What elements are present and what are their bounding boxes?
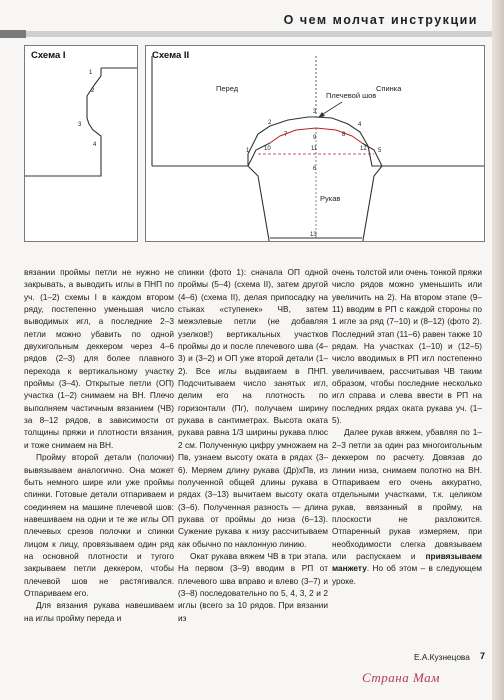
point-10: 10 [264, 146, 271, 152]
back-label: Спинка [376, 84, 402, 93]
header-rule [0, 31, 492, 37]
section-header [0, 0, 492, 38]
watermark: Страна Мам [362, 670, 440, 685]
point-9: 9 [313, 135, 317, 141]
scheme-1-title: Схема I [31, 50, 66, 61]
paragraph: Окат рукава вяжем ЧВ в три этапа. На первом (3–9) вводим в РП от плечевого шва вправо и влево (3–7) и (3–8) последовательно по 5, 4, 3, 2 и 2 иглы (всего за 10 рядов. При вязании из [178, 550, 328, 623]
scheme-2-title: Схема II [152, 50, 190, 61]
paragraph: Пройму второй детали (полочки) вывязываем аналогично. Она может быть немного шире или уже проймы спинки. Готовые детали отпариваем и соединяем на машине плечевой шов: навешиваем на одни и те же иглы ОП плечевых срезов полочки и спинки лицом к лицу, провязываем один ряд на основной плотности и тугого закрываем петли деккером, чтобы плечевой шов не растягивался. Отпариваем его. [24, 452, 174, 598]
page-number: 7 [480, 651, 486, 661]
bold-phrase: привязываем манжету [332, 550, 482, 574]
text-column-1 [24, 266, 174, 624]
shoulder-seam-label: Плечевой шов [326, 91, 377, 100]
scheme-1-point-3: 3 [78, 122, 82, 128]
scheme-1 [24, 45, 138, 242]
author-signature: Е.А.Кузнецова [414, 652, 470, 662]
paragraph: очень толстой или очень тонкой пряжи число рядов можно уменьшить или увеличить на 2). На втором этапе (9–11) вводим в РП с каждой стороны по 1 игле за ряд (7–10) и (8–12) (фото 2). Последний этап (11–6) равен также 10 рядам. На участках (1–10) и (12–5) число вводимых в РП игл постепенно увеличиваем, рассчитывая ЧВ таким образом, чтобы последние несколько игл справа и слева ввести в РП на последних рядах оката рукава уч. (1–5). [332, 267, 482, 426]
section-title: О чем молчат инструкции [283, 13, 478, 27]
point-13: 13 [310, 232, 317, 238]
point-1: 1 [246, 148, 250, 154]
scheme-1-diagram [25, 46, 137, 241]
point-12: 12 [360, 146, 367, 152]
scheme-2-diagram [146, 46, 484, 241]
paragraph: спинки (фото 1): сначала ОП одной проймы (5–4) (схема II), затем другой (4–6) (схема II), делая припосадку на стыках «ступенек» ЧВ, затем межэлевые петли (не добавляя узелков!) вертикальных участков проймы до и после плечевого шва (4–3) и (3–2) и ОП уже второй детали (1–2). Все иглы выдвигаем в ПНП. Подсчитываем число занятых игл, делим его на плотность по горизонтали (Пг), получаем ширину рукава в сантиметрах. Высота оката рукава равна 1/3 ширины рукава плюс 2 см. Полученную цифру умножаем на Пв, узнаем высоту оката в рядах (3–6). Меряем длину рукава (Др)хПв, из полученной общей длины рукава в рядах (3–13) вычитаем высоту оката (3–6). Полученная разность — длина рукава от проймы до низа (6–13). Сужение рукава к низу рассчитываем как обычно по наклонную линию. [178, 267, 328, 549]
point-8: 8 [342, 132, 346, 138]
header-tab [0, 30, 26, 38]
front-label: Перед [216, 84, 239, 93]
text-column-2 [178, 266, 328, 624]
scheme-1-point-2: 2 [91, 88, 95, 94]
paragraph-text-end: . Но об этом – в следующем уроке. [332, 563, 482, 586]
paragraph: Для вязания рукава навешиваем на иглы пройму переда и [24, 600, 174, 623]
point-6: 6 [313, 166, 317, 172]
paragraph: вязании проймы петли не нужно не закрывать, а выводить иглы в ПНП по уч. (1–2) схемы I в каждом втором ряду, постепенно уменьшая число выводимых игл, а последние 2–3 петли можно убавить по одной двухигольным деккером через 4–6 рядов (2–3) для более плавного перехода к вертикальному участку проймы (3–4). Открытые петли (ОП) участка (1–2) снимаем на ВН. Плечо выполняем частичным вязанием (ЧВ) за 8–12 рядов, в зависимости от толщины пряжи и плотности вязания, и тоже снимаем на ВН. [24, 267, 174, 450]
scheme-1-point-1: 1 [89, 70, 93, 76]
point-7: 7 [284, 132, 288, 138]
text-column-3 [332, 266, 482, 587]
scheme-1-point-4: 4 [93, 142, 97, 148]
paragraph-text: Далее рукав вяжем, убавляя по 1–2–3 петли за один раз многоигольным деккером по расчету. Довязав до линии низа, снимаем полотно на ВН. Отпариваем его очень аккуратно, отдельными участками, т.к. целиком рукав, ввязанный в пройму, на плоскости не разложится. Отпаренный рукав измеряем, при необходимости слегка довязываем или распускаем и [332, 427, 482, 561]
point-4: 4 [358, 122, 362, 128]
point-11: 11 [311, 146, 318, 152]
paragraph [332, 426, 482, 586]
sleeve-label: Рукав [320, 194, 341, 203]
page-edge [492, 0, 504, 700]
point-5: 5 [378, 148, 382, 154]
point-2: 2 [268, 120, 272, 126]
point-3: 3 [313, 109, 317, 115]
scheme-2 [145, 45, 485, 242]
